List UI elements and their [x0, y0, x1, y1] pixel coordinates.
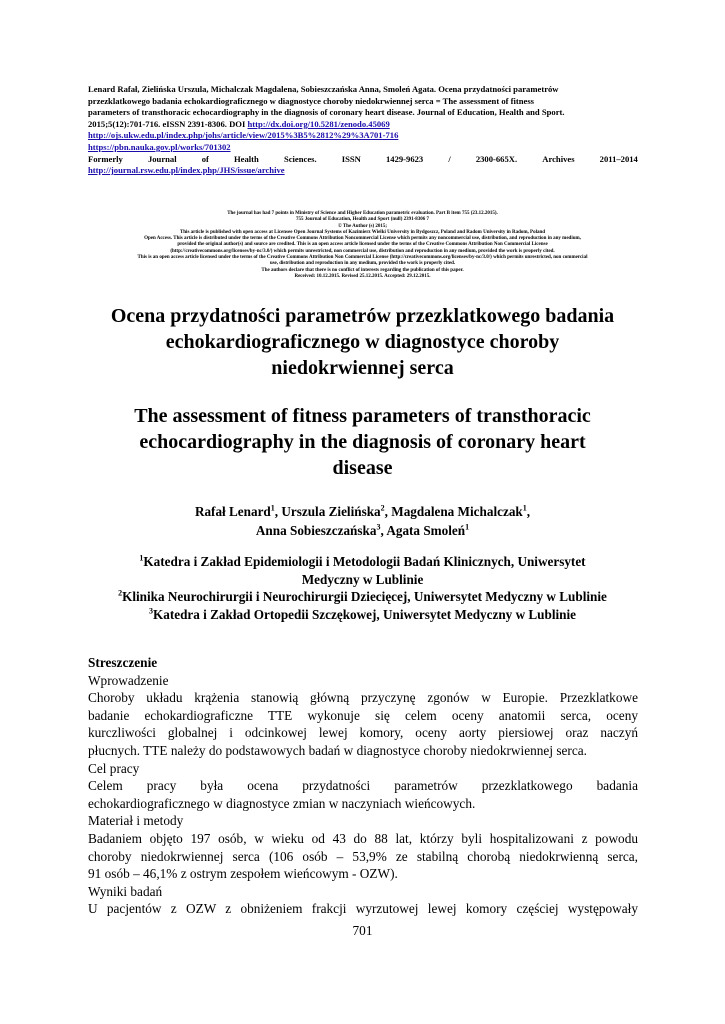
- title-line: Ocena przydatności parametrów przezklatkowego badania: [110, 305, 615, 327]
- affiliation-text: Katedra i Zakład Ortopedii Szczękowej, Uniwersytet Medyczny w Lublinie: [152, 606, 577, 622]
- author-name: Agata Smoleń: [386, 523, 466, 538]
- formerly-word: /: [448, 153, 451, 164]
- affiliation-sup: 1: [139, 553, 144, 563]
- formerly-word: 2011–2014: [599, 153, 638, 164]
- title-polish: [60, 303, 665, 381]
- notice-line: This is an open access article licensed under the terms of the Creative Commons Attribution Non Commercial License (http://creativecommons.org/licenses/by-nc/3.0/) which permits unrestricted, non commercial: [137, 255, 588, 261]
- citation-line: Lenard Rafał, Zielińska Urszula, Michalczak Magdalena, Sobieszczańska Anna, Smoleń Agata. Ocena przydatności parametrów: [88, 84, 559, 94]
- title-line: disease: [332, 457, 393, 479]
- abstract-heading: Streszczenie: [88, 655, 158, 670]
- formerly-word: Formerly: [88, 153, 123, 164]
- paragraph-line: Badaniem objęto 197 osób, w wieku od 43 do 88 lat, którzy byli hospitalizowani z powodu: [88, 830, 638, 846]
- pbn-link[interactable]: https://pbn.nauka.gov.pl/works/701302: [88, 141, 231, 152]
- affiliation-text: Katedra i Zakład Epidemiologii i Metodologii Badań Klinicznych, Uniwersytet: [143, 554, 586, 569]
- notice-line: © The Author (s) 2015;: [337, 223, 388, 229]
- pbn-line: [88, 142, 638, 154]
- paragraph-line: 91 osób – 46,1% z ostrym zespołem wieńcowym - OZW).: [88, 866, 398, 882]
- affiliation-sup: 3: [148, 606, 153, 616]
- notice-line: Open Access. This article is distributed under the terms of the Creative Commons Attribution Noncommercial License which permits any noncommercial use, distribution, and reproduction in any medium,: [144, 236, 581, 242]
- title-line: echocardiography in the diagnosis of coronary heart: [139, 431, 586, 453]
- author-name: Urszula Zielińska: [281, 504, 381, 519]
- formerly-word: of: [201, 153, 209, 164]
- citation-block: [88, 84, 638, 177]
- title-line: echokardiograficznego w diagnostyce choroby: [165, 331, 560, 353]
- author-list: [60, 502, 665, 540]
- notice-line: use, distribution and reproduction in any medium, provided the work is properly cited.: [269, 261, 456, 267]
- affiliation-line: [60, 606, 665, 624]
- doi-prefix: 2015;5(12):701-716. eISSN 2391-8306. DOI: [88, 118, 246, 129]
- formerly-word: Archives: [542, 153, 575, 164]
- affiliation-line: [60, 553, 665, 571]
- ojs-link[interactable]: http://ojs.ukw.edu.pl/index.php/johs/article/view/2015%3B5%2812%29%3A701-716: [88, 130, 399, 141]
- publication-notice: [60, 211, 665, 280]
- citation-doi-line: [88, 119, 638, 131]
- formerly-word: Journal: [147, 153, 177, 164]
- notice-line: (http://creativecommons.org/licenses/by-nc/3.0/) which permits unrestricted, non commercial use, distribution and reproduction in any medium, provided the work is properly cited.: [170, 248, 555, 254]
- paragraph-line: Choroby układu krążenia stanowią główną przyczynę zgonów w Europie. Przezklatkowe: [88, 690, 638, 706]
- page-number: 701: [352, 923, 373, 938]
- notice-line: This article is published with open access at Licensee Open Journal Systems of Kazimierz Wielki University in Bydgoszcz, Poland and Radom University in Radom, Poland: [179, 229, 546, 235]
- title-line: niedokrwiennej serca: [271, 357, 454, 379]
- author-affil-sup: 1: [465, 522, 470, 532]
- author-separator: ,: [526, 504, 531, 519]
- author-separator: ,: [274, 504, 282, 519]
- archive-line: [88, 165, 638, 177]
- citation-line: parameters of transthoracic echocardiography in the diagnosis of coronary heart disease. Journal of Education, Health and Sport.: [88, 107, 565, 118]
- author-separator: ,: [384, 504, 392, 519]
- section-heading-introduction: Wprowadzenie: [88, 672, 169, 688]
- formerly-word: 1429-9623: [385, 153, 424, 164]
- notice-line: The journal has had 7 points in Ministry of Science and Higher Education parametric evaluation. Part B item 755 (23.12.2015).: [227, 211, 498, 216]
- author-affil-sup: 1: [270, 503, 275, 513]
- section-heading-methods: Materiał i metody: [88, 813, 184, 829]
- author-separator: ,: [380, 523, 387, 538]
- affiliation-line: [60, 588, 665, 606]
- formerly-word: ISSN: [341, 153, 361, 164]
- paragraph-line: kurczliwości globalnej i odcinkowej lewej komory, oceny aorty piersiowej oraz naczyń: [88, 725, 638, 741]
- notice-line: Received: 10.12.2015. Revised 25.12.2015. Accepted: 29.12.2015.: [294, 273, 431, 279]
- author-affil-sup: 3: [376, 522, 381, 532]
- section-heading-aim: Cel pracy: [88, 760, 140, 776]
- notice-line: provided the original author(s) and source are credited. This is an open access article licensed under the terms of the Creative Commons Attribution Non Commercial License: [177, 242, 548, 248]
- paragraph-line: płucnych. TTE należy do podstawowych badań w diagnostyce choroby niedokrwiennej serca.: [88, 742, 587, 758]
- notice-line: 755 Journal of Education, Health and Sport (null) 2391-8306 7: [295, 217, 430, 223]
- paragraph-line: U pacjentów z OZW z obniżeniem frakcji wyrzutowej lewej komory częściej występowały: [88, 901, 638, 917]
- abstract-section: [88, 654, 638, 918]
- paragraph-line: badanie echokardiograficzne TTE wykonuje się celem oceny anatomii serca, oceny: [88, 707, 638, 723]
- notice-line: The authors declare that there is no conflict of interests regarding the publication of this paper.: [261, 267, 464, 273]
- paragraph-line: Celem pracy była ocena przydatności parametrów przezklatkowego badania: [88, 778, 638, 794]
- citation-line: przezklatkowego badania echokardiograficznego w diagnostyce choroby niedokrwiennej serca = The assessment of fitness: [88, 95, 535, 106]
- author-line: [60, 521, 665, 540]
- affiliations: [60, 553, 665, 623]
- title-english: [60, 403, 665, 481]
- author-line: [60, 502, 665, 521]
- title-line: The assessment of fitness parameters of transthoracic: [134, 405, 591, 427]
- formerly-word: Health: [234, 153, 259, 164]
- affiliation-sup: 2: [118, 588, 123, 598]
- author-affil-sup: 1: [522, 503, 527, 513]
- ojs-line: [88, 130, 638, 142]
- formerly-line: [88, 154, 638, 166]
- paragraph-line: echokardiograficznego w diagnostyce zmian w naczyniach wieńcowych.: [88, 795, 476, 811]
- section-heading-results: Wyniki badań: [88, 883, 163, 899]
- affiliation-text: Klinika Neurochirurgii i Neurochirurgii Dziecięcej, Uniwersytet Medyczny w Lublinie: [122, 589, 607, 604]
- formerly-word: Sciences.: [283, 153, 317, 164]
- author-name: Anna Sobieszczańska: [255, 523, 377, 538]
- formerly-word: 2300-665X.: [475, 153, 518, 164]
- paragraph-line: choroby niedokrwiennej serca (106 osób – 53,9% ze stabilną chorobą niedokrwienną serca,: [88, 848, 638, 864]
- doi-link[interactable]: http://dx.doi.org/10.5281/zenodo.45069: [247, 118, 390, 129]
- affiliation-line: Medyczny w Lublinie: [301, 571, 424, 587]
- author-name: Magdalena Michalczak: [391, 504, 523, 519]
- author-affil-sup: 2: [380, 503, 385, 513]
- archive-link[interactable]: http://journal.rsw.edu.pl/index.php/JHS/issue/archive: [88, 165, 285, 176]
- author-name: Rafał Lenard: [194, 504, 271, 519]
